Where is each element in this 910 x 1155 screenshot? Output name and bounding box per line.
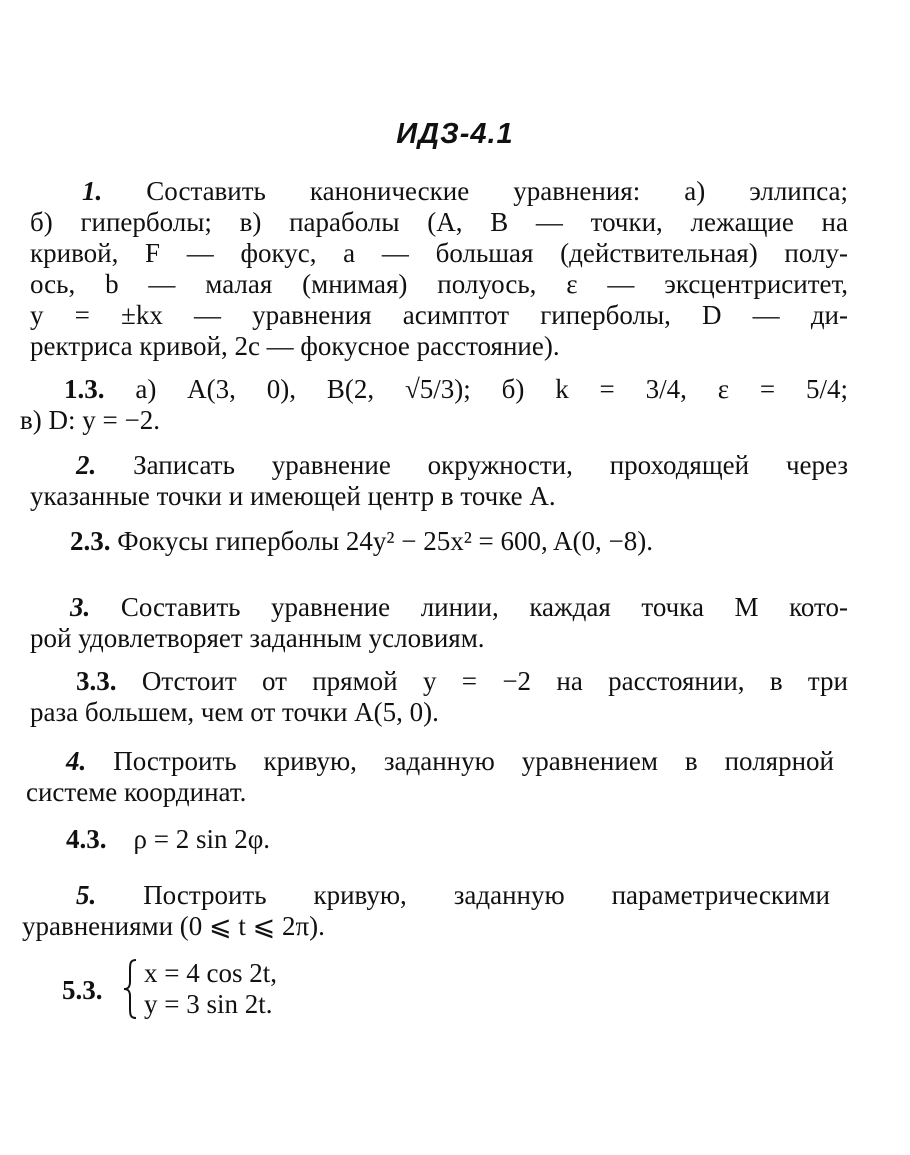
task-5-3-eq-1: x = 4 cos 2t, [144, 958, 277, 988]
task-1-line-2: б) гиперболы; в) параболы (A, B — точки, лежащие на [30, 207, 848, 237]
task-3-3-number: 3.3. [76, 666, 117, 696]
task-1-3-number: 1.3. [64, 374, 105, 404]
task-2 [30, 450, 848, 512]
task-1-line-1: 1. Составить канонические уравнения: а) эллипса; [82, 176, 848, 206]
task-3-number: 3. [70, 592, 91, 622]
task-1-3 [20, 374, 848, 436]
task-4-line-1: 4. Построить кривую, заданную уравнением в полярной [66, 746, 834, 776]
left-brace-icon [122, 958, 140, 1020]
task-3-3-line-1: 3.3. Отстоит от прямой y = −2 на расстоянии, в три [76, 666, 849, 696]
task-5-3-number: 5.3. [62, 975, 103, 1005]
task-4-3 [30, 824, 848, 855]
task-4-3-number: 4.3. [66, 824, 107, 854]
task-1-line-6: ректриса кривой, 2c — фокусное расстояние). [30, 331, 560, 361]
task-2-line-1: 2. Записать уравнение окружности, проходящей через [76, 450, 848, 480]
task-1 [30, 176, 848, 362]
task-3-3-line-2: раза большем, чем от точки A(5, 0). [30, 697, 439, 727]
task-3-line-2: рой удовлетворяет заданным условиям. [30, 623, 485, 653]
task-3-3 [30, 666, 848, 728]
task-4-line-2: системе координат. [26, 777, 247, 807]
task-5-3-equations [144, 958, 277, 1020]
task-5-line-1: 5. Построить кривую, заданную параметрическими [76, 880, 830, 910]
task-5-line-2: уравнениями (0 ⩽ t ⩽ 2π). [22, 911, 325, 941]
document-title: ИДЗ-4.1 [396, 118, 514, 150]
task-3 [30, 592, 848, 654]
task-5-number: 5. [76, 880, 97, 910]
task-1-line-5: y = ±kx — уравнения асимптот гиперболы, D — ди- [30, 300, 848, 330]
task-4 [26, 746, 834, 808]
task-2-number: 2. [76, 450, 97, 480]
task-5 [22, 880, 830, 942]
task-5-3-eq-2: y = 3 sin 2t. [144, 989, 273, 1019]
task-4-number: 4. [66, 746, 87, 776]
task-2-3-line: 2.3. Фокусы гиперболы 24y² − 25x² = 600, A(0, −8). [70, 526, 654, 556]
task-4-3-line: 4.3. ρ = 2 sin 2φ. [66, 824, 271, 854]
task-1-number: 1. [82, 176, 103, 206]
task-3-line-1: 3. Составить уравнение линии, каждая точка M кото- [70, 592, 848, 622]
task-1-3-line-1: 1.3. а) A(3, 0), B(2, √5/3); б) k = 3/4, ε = 5/4; [64, 374, 849, 404]
task-2-3-number: 2.3. [70, 526, 111, 556]
task-1-line-4: ось, b — малая (мнимая) полуось, ε — эксцентриситет, [30, 269, 848, 299]
task-2-line-2: указанные точки и имеющей центр в точке A. [30, 481, 556, 511]
task-1-line-3: кривой, F — фокус, a — большая (действительная) полу- [30, 238, 848, 268]
task-2-3 [30, 526, 848, 557]
task-1-3-line-2: в) D: y = −2. [20, 405, 160, 435]
